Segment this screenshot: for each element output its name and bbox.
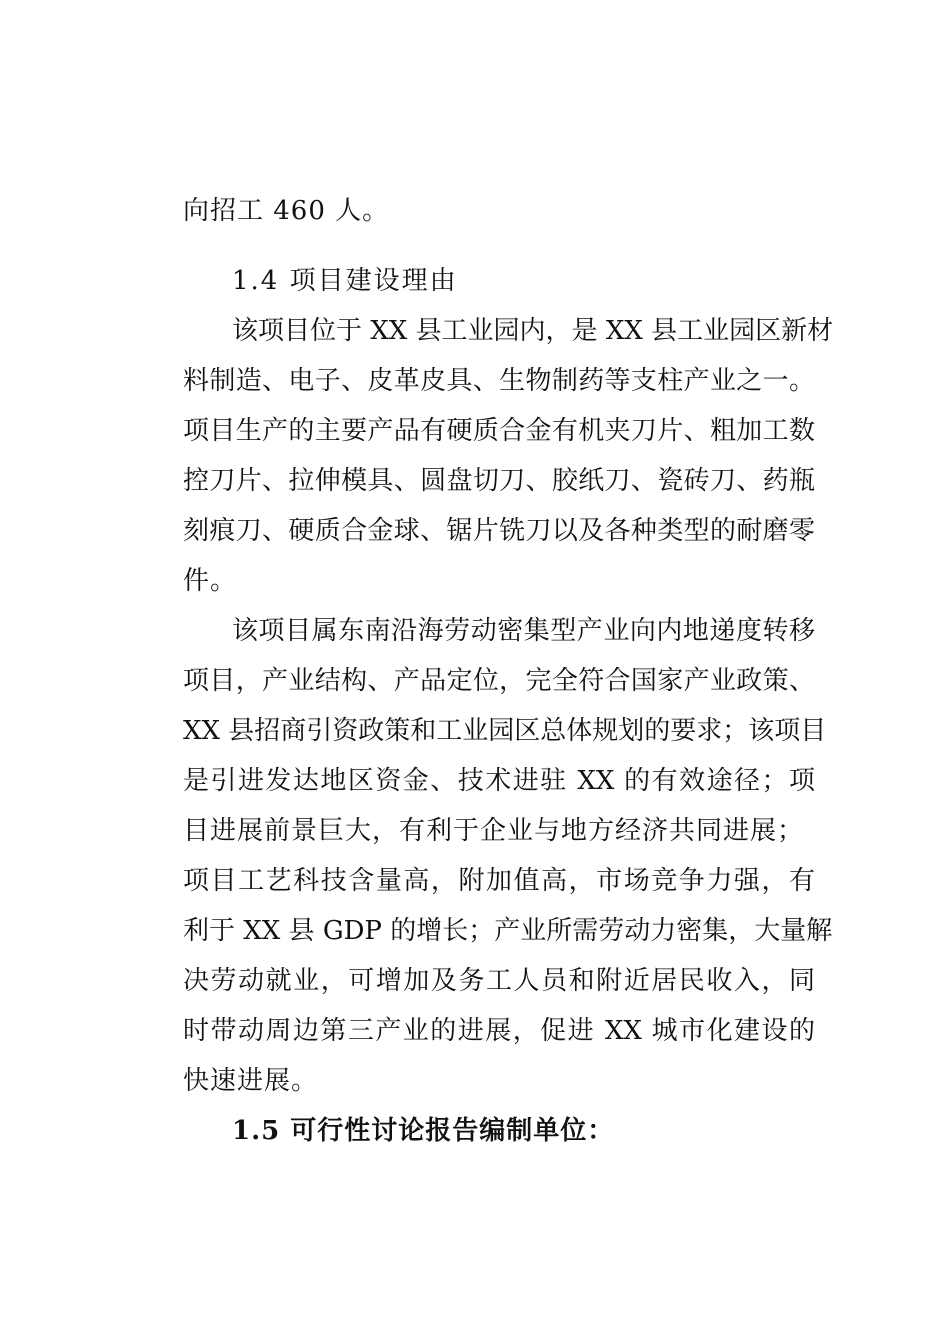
paragraph-line: 刻痕刀、硬质合金球、锯片铣刀以及各种类型的耐磨零 bbox=[183, 516, 815, 546]
paragraph-line: XX 县招商引资政策和工业园区总体规划的要求；该项目 bbox=[183, 716, 827, 746]
paragraph-line: 项目，产业结构、产品定位，完全符合国家产业政策、 bbox=[183, 666, 815, 696]
paragraph-line: 项目工艺科技含量高，附加值高，市场竞争力强，有 bbox=[183, 866, 815, 896]
paragraph-line: 利于 XX 县 GDP 的增长；产业所需劳动力密集，大量解 bbox=[183, 916, 833, 946]
paragraph-line: 时带动周边第三产业的进展，促进 XX 城市化建设的 bbox=[183, 1016, 815, 1046]
paragraph-line: 该项目属东南沿海劳动密集型产业向内地递度转移 bbox=[232, 616, 815, 646]
paragraph-line: 目进展前景巨大，有利于企业与地方经济共同进展； bbox=[183, 816, 805, 846]
paragraph-line: 决劳动就业，可增加及务工人员和附近居民收入，同 bbox=[183, 966, 815, 996]
paragraph-line: 向招工 460 人。 bbox=[183, 196, 390, 226]
section-heading-1-4: 1.4 项目建设理由 bbox=[232, 266, 458, 296]
paragraph-line: 件。 bbox=[183, 566, 238, 596]
paragraph-line: 该项目位于 XX 县工业园内，是 XX 县工业园区新材 bbox=[232, 316, 834, 346]
paragraph-line: 项目生产的主要产品有硬质合金有机夹刀片、粗加工数 bbox=[183, 416, 815, 446]
paragraph-line: 控刀片、拉伸模具、圆盘切刀、胶纸刀、瓷砖刀、药瓶 bbox=[183, 466, 815, 496]
section-heading-1-5: 1.5 可行性讨论报告编制单位： bbox=[232, 1116, 615, 1146]
paragraph-line: 快速进展。 bbox=[183, 1066, 319, 1096]
paragraph-line: 料制造、电子、皮革皮具、生物制药等支柱产业之一。 bbox=[183, 366, 815, 396]
paragraph-line: 是引进发达地区资金、技术进驻 XX 的有效途径；项 bbox=[183, 766, 815, 796]
